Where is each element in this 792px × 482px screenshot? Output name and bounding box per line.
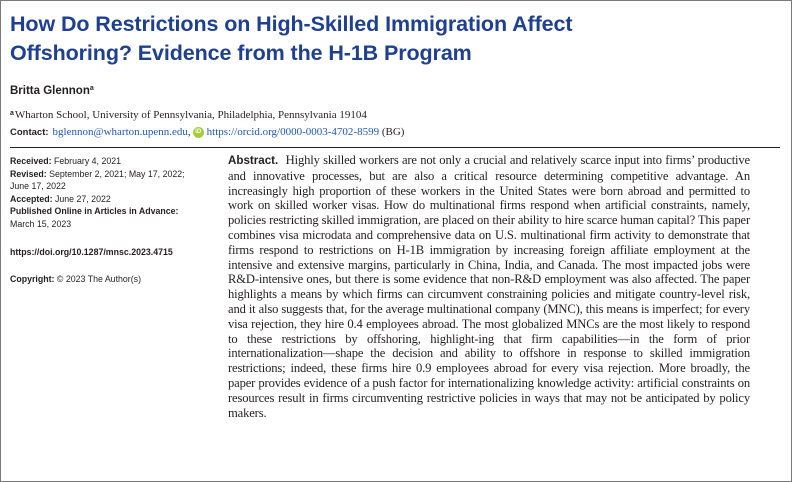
article-history [10,155,210,286]
contact-separator: , [187,126,191,138]
published-label: Published Online in Articles in Advance: [10,206,179,217]
author-name: Britta Glennon [10,85,90,97]
contact-line [10,126,404,138]
affiliation-marker: a [10,110,14,117]
revised-value-1: September 2, 2021; May 17, 2022; [49,168,185,179]
affiliation-text: Wharton School, University of Pennsylvania, Philadelphia, Pennsylvania 19104 [14,109,367,121]
author-affiliation-marker: a [89,85,94,92]
accepted-label: Accepted: [10,193,53,204]
title-line-1: How Do Restrictions on High-Skilled Immigration Affect [10,12,573,36]
copyright-label: Copyright: [10,274,55,285]
header-divider [10,147,780,148]
author [10,85,94,97]
abstract [228,153,750,420]
contact-label: Contact: [10,126,49,138]
received-value: February 4, 2021 [54,156,122,166]
revised-label: Revised: [10,168,47,179]
published-value: March 15, 2023 [10,218,72,229]
received-label: Received: [10,156,52,166]
email-link[interactable]: bglennon@wharton.upenn.edu [52,126,188,138]
affiliation [10,109,367,121]
orcid-link[interactable]: https://orcid.org/0000-0003-4702-8599 [206,126,380,138]
abstract-text: Highly skilled workers are not only a crucial and relatively scarce input into firms’ productive and innovative processes, but are also a critical resource determining competitive advantage. An increasingly high proportion of these workers in the United States were born abroad and permitted to work on skilled worker visas. How do multinational firms respond when artificial constraints, namely, policies restricting skilled immigration, are placed on their ability to hire scarce human capital? This paper combines visa microdata and comprehensive data on U.S. multinational firm activity to demonstrate that firms respond to restrictions on H-1B immigration by increasing foreign affiliate employment at the intensive and extensive margins, particularly in China, India, and Canada. The most impacted jobs were R&D-intensive ones, but there is some evidence that non-R&D employment was also affected. The paper highlights a means by which firms can circumvent constraining policies and mitigate country-level risk, and it also suggests that, for the average multinational company (MNC), this means is imperfect; for every visa rejection, they hire 0.4 employees abroad. The most globalized MNCs are the most likely to respond to these restrictions by offshoring, highlight-ing that firm capabilities—in the form of prior internationalization—shape the decision and ability to offshore in response to skilled immigration restrictions; indeed, these firms hire 0.9 employees abroad for every visa rejection. More broadly, the paper provides evidence of a push factor for internationalizing knowledge activity: artificial constraints on resources result in firms circumventing restrictive policies in ways that may not be anticipated by policy makers. [228,153,750,420]
abstract-heading: Abstract. [228,154,279,167]
orcid-icon[interactable]: iD [193,127,204,138]
revised-value-2: June 17, 2022 [10,181,66,192]
doi-link[interactable]: https://doi.org/10.1287/mnsc.2023.4715 [10,246,173,257]
title-line-2: Offshoring? Evidence from the H-1B Program [10,41,472,65]
accepted-value: June 27, 2022 [54,193,111,204]
copyright-value: © 2023 The Author(s) [56,274,141,285]
paper-title [10,10,780,68]
orcid-suffix: (BG) [381,126,405,138]
